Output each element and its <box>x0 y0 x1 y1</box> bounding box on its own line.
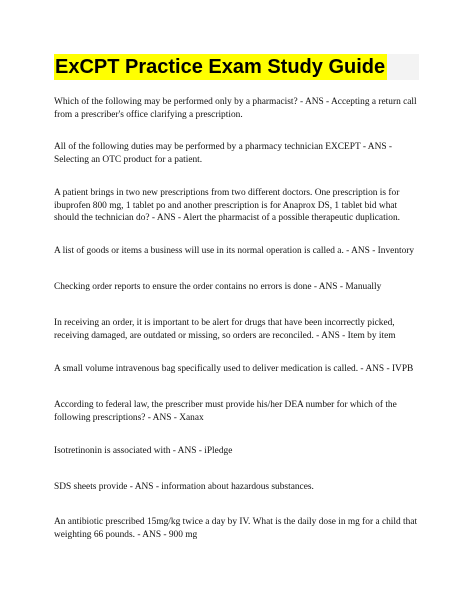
qa-item-10: SDS sheets provide - ANS - information about hazardous substances. <box>54 482 314 492</box>
qa-item-3: A patient brings in two new prescriptions from two different doctors. One prescription is for ibuprofen 800 mg, 1 tablet po and another prescription is for Anaprox DS, 1 tablet bid what should the technician do? - ANS - Alert the pharmacist of a possible therapeutic duplication. <box>54 188 400 224</box>
qa-item-8: According to federal law, the prescriber must provide his/her DEA number for which of the following prescriptions? - ANS - Xanax <box>54 400 397 423</box>
document-title: ExCPT Practice Exam Study Guide <box>55 56 386 78</box>
qa-item-9: Isotretinonin is associated with - ANS - iPledge <box>54 446 233 456</box>
title-bar <box>54 54 419 80</box>
qa-item-4: A list of goods or items a business will use in its normal operation is called a. - ANS - Inventory <box>54 246 415 256</box>
qa-item-6: In receiving an order, it is important to be alert for drugs that have been incorrectly picked, receiving damaged, are outdated or missing, so orders are reconciled. - ANS - Item by item <box>54 318 396 341</box>
qa-item-7: A small volume intravenous bag specifically used to deliver medication is called. - ANS - IVPB <box>54 364 414 374</box>
qa-item-2: All of the following duties may be performed by a pharmacy technician EXCEPT - ANS - Selecting an OTC product for a patient. <box>54 142 393 165</box>
qa-item-11: An antibiotic prescribed 15mg/kg twice a day by IV. What is the daily dose in mg for a child that weighting 66 pounds. - ANS - 900 mg <box>54 517 418 540</box>
qa-item-5: Checking order reports to ensure the order contains no errors is done - ANS - Manually <box>54 282 382 292</box>
qa-item-1: Which of the following may be performed only by a pharmacist? - ANS - Accepting a return call from a prescriber's office clarifying a prescription. <box>54 97 417 120</box>
